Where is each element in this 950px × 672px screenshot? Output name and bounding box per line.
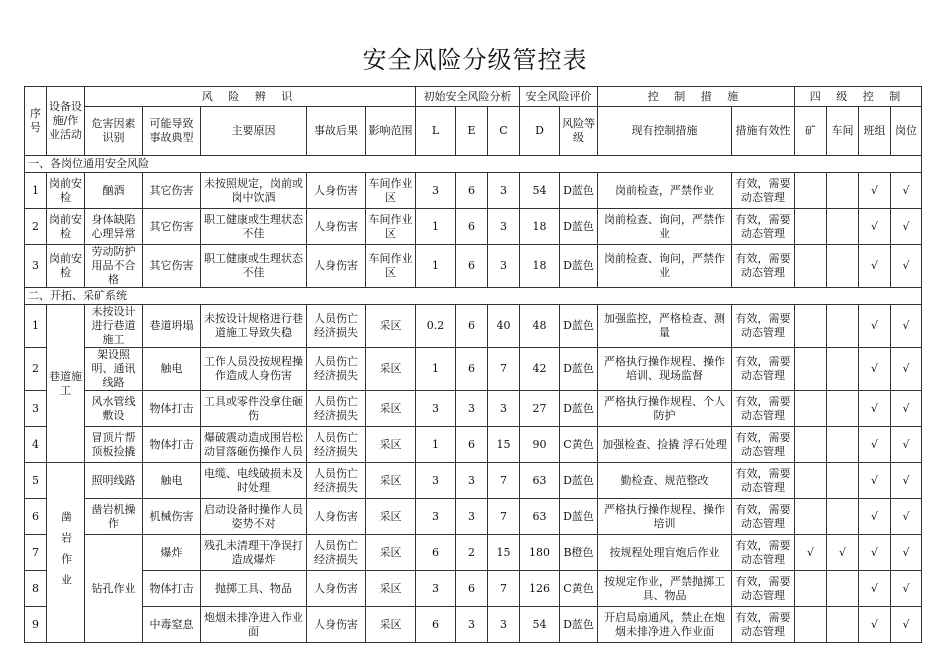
cell-equipment: 岗前安检 (47, 209, 85, 245)
cell-cause: 工作人员没按规程操作造成人身伤害 (201, 348, 307, 391)
cell-seq: 6 (25, 499, 47, 535)
header-post: 岗位 (891, 107, 922, 156)
cell-scope: 采区 (366, 571, 416, 607)
cell-d: 18 (520, 209, 560, 245)
cell-l: 3 (416, 499, 456, 535)
cell-workshop (827, 209, 859, 245)
cell-team: √ (859, 209, 891, 245)
table-row (25, 245, 922, 288)
cell-team: √ (859, 348, 891, 391)
header-equipment: 设备设施/作业活动 (47, 87, 85, 156)
cell-hazard: 照明线路 (85, 463, 143, 499)
cell-effectiveness: 有效，需要动态管理 (732, 535, 795, 571)
cell-scope: 采区 (366, 535, 416, 571)
cell-measures: 加强监控，严格检查、测量 (598, 305, 732, 348)
cell-post: √ (891, 571, 922, 607)
cell-hazard: 风水管线敷设 (85, 391, 143, 427)
cell-level: C黄色 (560, 427, 598, 463)
cell-level: D蓝色 (560, 305, 598, 348)
header-effectiveness: 措施有效性 (732, 107, 795, 156)
cell-consequence: 人身伤害 (307, 209, 366, 245)
table-row (25, 209, 922, 245)
cell-c: 3 (488, 245, 520, 288)
cell-hazard: 身体缺陷心理异常 (85, 209, 143, 245)
header-risk-evaluation: 安全风险评价 (520, 87, 598, 107)
cell-c: 3 (488, 607, 520, 643)
cell-c: 7 (488, 499, 520, 535)
cell-post: √ (891, 499, 922, 535)
header-c: C (488, 107, 520, 156)
cell-effectiveness: 有效，需要动态管理 (732, 348, 795, 391)
cell-workshop (827, 173, 859, 209)
header-l: L (416, 107, 456, 156)
cell-accident: 机械伤害 (143, 499, 201, 535)
cell-level: D蓝色 (560, 499, 598, 535)
cell-scope: 采区 (366, 607, 416, 643)
cell-cause: 未按设计规格进行巷道施工导致失稳 (201, 305, 307, 348)
cell-e: 6 (456, 427, 488, 463)
header-risk-identification: 风 险 辨 识 (85, 87, 416, 107)
cell-accident: 物体打击 (143, 571, 201, 607)
cell-accident: 触电 (143, 463, 201, 499)
cell-level: D蓝色 (560, 391, 598, 427)
cell-l: 3 (416, 463, 456, 499)
cell-seq: 2 (25, 209, 47, 245)
cell-accident: 其它伤害 (143, 209, 201, 245)
cell-measures: 按规程处理盲炮后作业 (598, 535, 732, 571)
cell-measures: 岗前检查、询问，严禁作业 (598, 209, 732, 245)
cell-d: 48 (520, 305, 560, 348)
cell-cause: 职工健康或生理状态不佳 (201, 209, 307, 245)
cell-e: 3 (456, 607, 488, 643)
cell-workshop (827, 427, 859, 463)
header-seq: 序号 (25, 87, 47, 156)
cell-cause: 职工健康或生理状态不佳 (201, 245, 307, 288)
cell-e: 6 (456, 173, 488, 209)
cell-cause: 炮烟未排净进入作业面 (201, 607, 307, 643)
cell-l: 1 (416, 209, 456, 245)
cell-effectiveness: 有效，需要动态管理 (732, 391, 795, 427)
cell-accident: 中毒窒息 (143, 607, 201, 643)
cell-post: √ (891, 535, 922, 571)
cell-l: 0.2 (416, 305, 456, 348)
cell-e: 2 (456, 535, 488, 571)
cell-team: √ (859, 245, 891, 288)
cell-seq: 3 (25, 391, 47, 427)
cell-consequence: 人身伤害 (307, 245, 366, 288)
cell-c: 15 (488, 535, 520, 571)
cell-e: 3 (456, 463, 488, 499)
table-row (25, 571, 922, 607)
cell-hazard: 酗酒 (85, 173, 143, 209)
cell-post: √ (891, 348, 922, 391)
cell-post: √ (891, 607, 922, 643)
cell-team: √ (859, 607, 891, 643)
cell-cause: 工具或零件没拿住砸伤 (201, 391, 307, 427)
cell-l: 3 (416, 391, 456, 427)
cell-mine (795, 463, 827, 499)
cell-d: 18 (520, 245, 560, 288)
cell-d: 42 (520, 348, 560, 391)
cell-l: 1 (416, 348, 456, 391)
cell-team: √ (859, 535, 891, 571)
cell-c: 15 (488, 427, 520, 463)
cell-seq: 2 (25, 348, 47, 391)
header-accident: 可能导致事故典型 (143, 107, 201, 156)
cell-workshop (827, 391, 859, 427)
cell-d: 54 (520, 607, 560, 643)
cell-hazard: 未按设计进行巷道施工 (85, 305, 143, 348)
header-hazard: 危害因素识别 (85, 107, 143, 156)
cell-accident: 爆炸 (143, 535, 201, 571)
cell-mine (795, 209, 827, 245)
header-initial-analysis: 初始安全风险分析 (416, 87, 520, 107)
cell-scope: 采区 (366, 463, 416, 499)
cell-hazard: 劳动防护用品不合格 (85, 245, 143, 288)
header-level: 风险等级 (560, 107, 598, 156)
cell-l: 6 (416, 535, 456, 571)
cell-mine (795, 348, 827, 391)
cell-e: 3 (456, 499, 488, 535)
cell-level: D蓝色 (560, 348, 598, 391)
cell-hazard-group: 钻孔作业 (85, 535, 143, 643)
section-title: 一、各岗位通用安全风险 (25, 156, 922, 173)
page-title: 安全风险分级管控表 (362, 46, 588, 74)
cell-c: 40 (488, 305, 520, 348)
cell-post: √ (891, 209, 922, 245)
cell-measures: 加强检查、捡撬 浮石处理 (598, 427, 732, 463)
header-team: 班组 (859, 107, 891, 156)
cell-mine (795, 305, 827, 348)
cell-team: √ (859, 427, 891, 463)
cell-measures: 勤检查、规范整改 (598, 463, 732, 499)
header-consequence: 事故后果 (307, 107, 366, 156)
cell-l: 1 (416, 245, 456, 288)
header-row-1 (25, 87, 922, 107)
cell-measures: 严格执行操作规程、操作培训 (598, 499, 732, 535)
cell-measures: 按规定作业，严禁抛掷工具、物品 (598, 571, 732, 607)
cell-level: D蓝色 (560, 463, 598, 499)
cell-mine (795, 607, 827, 643)
cell-accident: 物体打击 (143, 391, 201, 427)
cell-workshop (827, 571, 859, 607)
cell-l: 3 (416, 173, 456, 209)
cell-team: √ (859, 173, 891, 209)
cell-team: √ (859, 463, 891, 499)
section-title: 二、开拓、采矿系统 (25, 288, 922, 305)
cell-consequence: 人员伤亡经济损失 (307, 348, 366, 391)
table-row (25, 173, 922, 209)
risk-control-table (24, 86, 922, 643)
cell-measures: 岗前检查、询问，严禁作业 (598, 245, 732, 288)
cell-seq: 8 (25, 571, 47, 607)
cell-cause: 爆破震动造成围岩松动冒落砸伤操作人员 (201, 427, 307, 463)
cell-effectiveness: 有效，需要动态管理 (732, 607, 795, 643)
cell-hazard: 冒顶片帮顶板捡撬 (85, 427, 143, 463)
cell-e: 6 (456, 209, 488, 245)
cell-workshop (827, 607, 859, 643)
cell-d: 180 (520, 535, 560, 571)
table-row (25, 499, 922, 535)
cell-effectiveness: 有效，需要动态管理 (732, 463, 795, 499)
cell-team: √ (859, 571, 891, 607)
header-d: D (520, 107, 560, 156)
cell-level: D蓝色 (560, 209, 598, 245)
cell-scope: 车间作业区 (366, 173, 416, 209)
cell-e: 3 (456, 391, 488, 427)
cell-d: 63 (520, 463, 560, 499)
cell-l: 6 (416, 607, 456, 643)
cell-workshop (827, 463, 859, 499)
cell-mine: √ (795, 535, 827, 571)
table-row (25, 535, 922, 571)
cell-measures: 严格执行操作规程、个人防护 (598, 391, 732, 427)
cell-consequence: 人身伤害 (307, 499, 366, 535)
cell-post: √ (891, 305, 922, 348)
cell-c: 7 (488, 571, 520, 607)
cell-seq: 9 (25, 607, 47, 643)
cell-scope: 采区 (366, 348, 416, 391)
cell-equipment-group: 巷道施工 (47, 305, 85, 463)
cell-team: √ (859, 305, 891, 348)
cell-scope: 采区 (366, 305, 416, 348)
cell-d: 54 (520, 173, 560, 209)
cell-e: 6 (456, 245, 488, 288)
cell-workshop (827, 305, 859, 348)
table-row (25, 391, 922, 427)
cell-measures: 严格执行操作规程、操作培训、现场监督 (598, 348, 732, 391)
header-workshop: 车间 (827, 107, 859, 156)
cell-cause: 抛掷工具、物品 (201, 571, 307, 607)
cell-d: 63 (520, 499, 560, 535)
cell-team: √ (859, 391, 891, 427)
cell-c: 3 (488, 173, 520, 209)
cell-post: √ (891, 427, 922, 463)
cell-seq: 4 (25, 427, 47, 463)
cell-seq: 5 (25, 463, 47, 499)
cell-scope: 采区 (366, 499, 416, 535)
cell-effectiveness: 有效，需要动态管理 (732, 209, 795, 245)
cell-effectiveness: 有效，需要动态管理 (732, 499, 795, 535)
cell-mine (795, 391, 827, 427)
cell-l: 1 (416, 427, 456, 463)
cell-e: 6 (456, 348, 488, 391)
cell-c: 3 (488, 209, 520, 245)
cell-consequence: 人身伤害 (307, 571, 366, 607)
cell-l: 3 (416, 571, 456, 607)
cell-accident: 其它伤害 (143, 245, 201, 288)
cell-effectiveness: 有效，需要动态管理 (732, 305, 795, 348)
cell-seq: 3 (25, 245, 47, 288)
cell-scope: 采区 (366, 427, 416, 463)
cell-equipment-group: 凿岩作业 (47, 463, 85, 643)
cell-team: √ (859, 499, 891, 535)
cell-level: B橙色 (560, 535, 598, 571)
header-four-level-control: 四 级 控 制 (795, 87, 922, 107)
cell-d: 126 (520, 571, 560, 607)
cell-cause: 未按照规定，岗前或岗中饮酒 (201, 173, 307, 209)
cell-workshop (827, 348, 859, 391)
cell-post: √ (891, 245, 922, 288)
header-row-2 (25, 107, 922, 156)
cell-d: 27 (520, 391, 560, 427)
cell-consequence: 人员伤亡经济损失 (307, 427, 366, 463)
cell-e: 6 (456, 571, 488, 607)
cell-accident: 触电 (143, 348, 201, 391)
cell-post: √ (891, 391, 922, 427)
section-row (25, 288, 922, 305)
cell-cause: 电缆、电线破损未及时处理 (201, 463, 307, 499)
cell-mine (795, 499, 827, 535)
header-measures: 现有控制措施 (598, 107, 732, 156)
cell-workshop (827, 245, 859, 288)
cell-d: 90 (520, 427, 560, 463)
cell-consequence: 人员伤亡经济损失 (307, 391, 366, 427)
cell-post: √ (891, 463, 922, 499)
cell-consequence: 人身伤害 (307, 173, 366, 209)
cell-accident: 其它伤害 (143, 173, 201, 209)
header-e: E (456, 107, 488, 156)
table-row (25, 348, 922, 391)
cell-scope: 车间作业区 (366, 245, 416, 288)
cell-workshop (827, 499, 859, 535)
cell-equipment: 岗前安检 (47, 173, 85, 209)
header-scope: 影响范围 (366, 107, 416, 156)
cell-scope: 采区 (366, 391, 416, 427)
cell-consequence: 人身伤害 (307, 607, 366, 643)
header-cause: 主要原因 (201, 107, 307, 156)
cell-level: C黄色 (560, 571, 598, 607)
cell-effectiveness: 有效，需要动态管理 (732, 571, 795, 607)
cell-effectiveness: 有效，需要动态管理 (732, 427, 795, 463)
cell-mine (795, 173, 827, 209)
table-row (25, 305, 922, 348)
cell-consequence: 人员伤亡经济损失 (307, 535, 366, 571)
cell-workshop: √ (827, 535, 859, 571)
header-control-measures: 控 制 措 施 (598, 87, 795, 107)
cell-consequence: 人员伤亡经济损失 (307, 305, 366, 348)
cell-mine (795, 245, 827, 288)
cell-seq: 1 (25, 173, 47, 209)
cell-c: 3 (488, 391, 520, 427)
cell-scope: 车间作业区 (366, 209, 416, 245)
cell-mine (795, 571, 827, 607)
cell-hazard: 架设照明、通讯线路 (85, 348, 143, 391)
cell-seq: 7 (25, 535, 47, 571)
cell-level: D蓝色 (560, 245, 598, 288)
cell-accident: 物体打击 (143, 427, 201, 463)
cell-cause: 启动设备时操作人员姿势不对 (201, 499, 307, 535)
cell-measures: 开启局扇通风，禁止在炮烟未排净进入作业面 (598, 607, 732, 643)
cell-consequence: 人员伤亡经济损失 (307, 463, 366, 499)
cell-effectiveness: 有效，需要动态管理 (732, 173, 795, 209)
table-row (25, 463, 922, 499)
cell-accident: 巷道坍塌 (143, 305, 201, 348)
cell-level: D蓝色 (560, 173, 598, 209)
cell-effectiveness: 有效，需要动态管理 (732, 245, 795, 288)
cell-seq: 1 (25, 305, 47, 348)
cell-post: √ (891, 173, 922, 209)
cell-e: 6 (456, 305, 488, 348)
table-row (25, 607, 922, 643)
cell-cause: 残孔未清理干净误打造成爆炸 (201, 535, 307, 571)
cell-hazard: 凿岩机操作 (85, 499, 143, 535)
cell-level: D蓝色 (560, 607, 598, 643)
table-row (25, 427, 922, 463)
section-row (25, 156, 922, 173)
cell-mine (795, 427, 827, 463)
cell-measures: 岗前检查，严禁作业 (598, 173, 732, 209)
header-mine: 矿 (795, 107, 827, 156)
cell-c: 7 (488, 463, 520, 499)
cell-equipment: 岗前安检 (47, 245, 85, 288)
cell-c: 7 (488, 348, 520, 391)
